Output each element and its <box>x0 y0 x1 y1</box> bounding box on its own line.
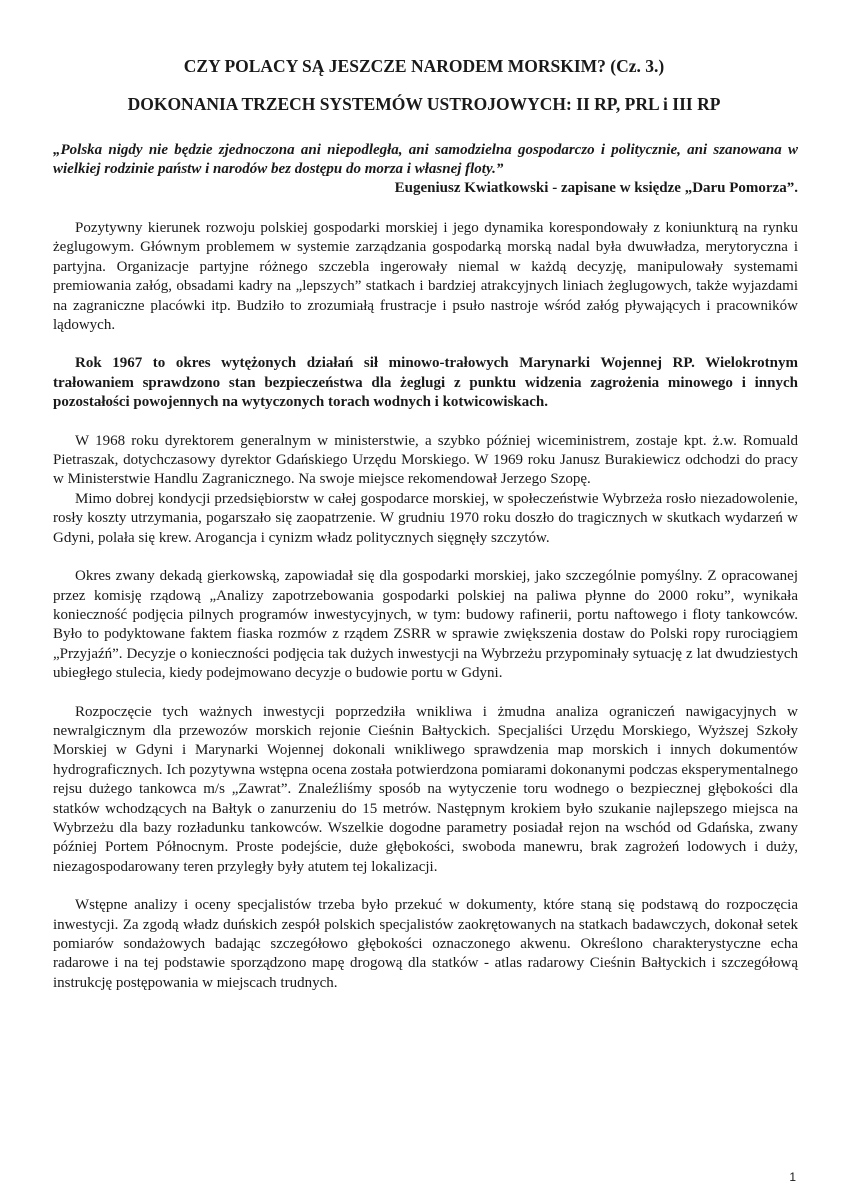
paragraph: Okres zwany dekadą gierkowską, zapowiadał się dla gospodarki morskiej, jako szczególnie pomyślny. Z opracowanej przez komisję rządową „Analizy zapotrzebowania gospodarki polskiej na paliwa płynne do 2000 roku”, wynikała konieczność podjęcia pilnych programów inwestycyjnych, w tym: budowy rafinerii, portu naftowego i floty tankowców. Było to podyktowane faktem fiaska rozmów z rządem ZSRR w sprawie zwiększenia dostaw do Polski ropy rurociągiem „Przyjaźń”. Decyzje o konieczności podjęcia tak dużych inwestycji na Wybrzeżu przypominały sytuację z lat dwudziestych ubiegłego stulecia, kiedy podejmowano decyzje o budowie portu w Gdyni. <box>53 568 798 682</box>
paragraph: Wstępne analizy i oceny specjalistów trzeba było przekuć w dokumenty, które staną się podstawą do rozpoczęcia inwestycji. Za zgodą władz duńskich zespół polskich specjalistów zaokrętowanych na statkach badawczych, dokonał setek pomiarów sondażowych badając szczegółowo głębokości oznaczonego akwenu. Określono charakterystyczne echa radarowe i na tej podstawie sporządzono mapę drogową dla statków - atlas radarowy Cieśnin Bałtyckich i szczegółową instrukcję postępowania w miejscach trudnych. <box>53 897 798 991</box>
page-number: 1 <box>789 1170 796 1184</box>
paragraph: W 1968 roku dyrektorem generalnym w ministerstwie, a szybko później wiceministrem, zostaje kpt. ż.w. Romuald Pietraszak, dotychczasowy dyrektor Gdańskiego Urzędu Morskiego. W 1969 roku Janusz Burakiewicz odchodzi do pracy w Ministerstwie Handlu Zagranicznego. Na swoje miejsce rekomendował Jerzego Szopę. <box>53 432 798 488</box>
motto-attribution: Eugeniusz Kwiatkowski - zapisane w księdze „Daru Pomorza”. <box>394 180 798 196</box>
article-subtitle: DOKONANIA TRZECH SYSTEMÓW USTROJOWYCH: II RP, PRL i III RP <box>127 94 721 114</box>
paragraph: Pozytywny kierunek rozwoju polskiej gospodarki morskiej i jego dynamika korespondowały z koniunkturą na rynku żeglugowym. Głównym problemem w systemie zarządzania gospodarką morską nadal była dwuwładza, merytoryczna i partyjna. Organizacje partyjne różnego szczebla ingerowały niemal w każdą decyzję, manipulowały systemami premiowania załóg, obsadami kadry na „lepszych” statkach i bardziej atrakcyjnych liniach żeglugowych, także wyjazdami na zagraniczne placówki itp. Budziło to zrozumiałą frustracje i psuło nastroje wśród załóg pływających i pracowników lądowych. <box>53 220 798 334</box>
paragraph-bold: Rok 1967 to okres wytężonych działań sił minowo-trałowych Marynarki Wojennej RP. Wielokrotnym trałowaniem sprawdzono stan bezpieczeństwa dla żeglugi z punktu widzenia zagrożenia minowego i innych pozostałości powojennych na wytyczonych torach wodnych i kotwicowiskach. <box>53 355 798 411</box>
paragraph: Mimo dobrej kondycji przedsiębiorstw w całej gospodarce morskiej, w społeczeństwie Wybrzeża rosło niezadowolenie, rosły koszty utrzymania, pogarszało się zaopatrzenie. W grudniu 1970 roku doszło do tragicznych w skutkach wydarzeń w Gdyni, polała się krew. Arogancja i cynizm władz politycznych sięgnęły szczytów. <box>53 490 798 546</box>
article-body <box>53 219 798 993</box>
article-title: CZY POLACY SĄ JESZCZE NARODEM MORSKIM? (Cz. 3.) <box>183 56 665 76</box>
motto-quote: „Polska nigdy nie będzie zjednoczona ani niepodległa, ani samodzielna gospodarczo i politycznie, ani szanowana w wielkiej rodzinie państw i narodów bez dostępu do morza i własnej floty.” <box>53 142 798 177</box>
paragraph: Rozpoczęcie tych ważnych inwestycji poprzedziła wnikliwa i żmudna analiza ograniczeń nawigacyjnych w newralgicznym dla przewozów morskich rejonie Cieśnin Bałtyckich. Specjaliści Urzędu Morskiego, Wyższej Szkoły Morskiej w Gdyni i Marynarki Wojennej dokonali wnikliwego sprawdzenia map morskich i innych dokumentów hydrograficznych. Ich pozytywna wstępna ocena została potwierdzona pomiarami dokonanymi podczas eksperymentalnego rejsu dużego tankowca m/s „Zawrat”. Znaleźliśmy sposób na wytyczenie toru wodnego o bezpiecznej głębokości dla statków wchodzących na Bałtyk o zanurzeniu do 15 metrów. Następnym krokiem było szukanie najlepszego miejsca na Wybrzeżu dla bazy rozładunku tankowców. Wszelkie dogodne parametry posiadał rejon na wschód od Gdańska, zwany później Portem Północnym. Proste podejście, duże głębokości, swoboda manewru, brak zagrożeń lodowych i duży, niezagospodarowany teren przyległy były atutem tej lokalizacji. <box>53 703 798 875</box>
